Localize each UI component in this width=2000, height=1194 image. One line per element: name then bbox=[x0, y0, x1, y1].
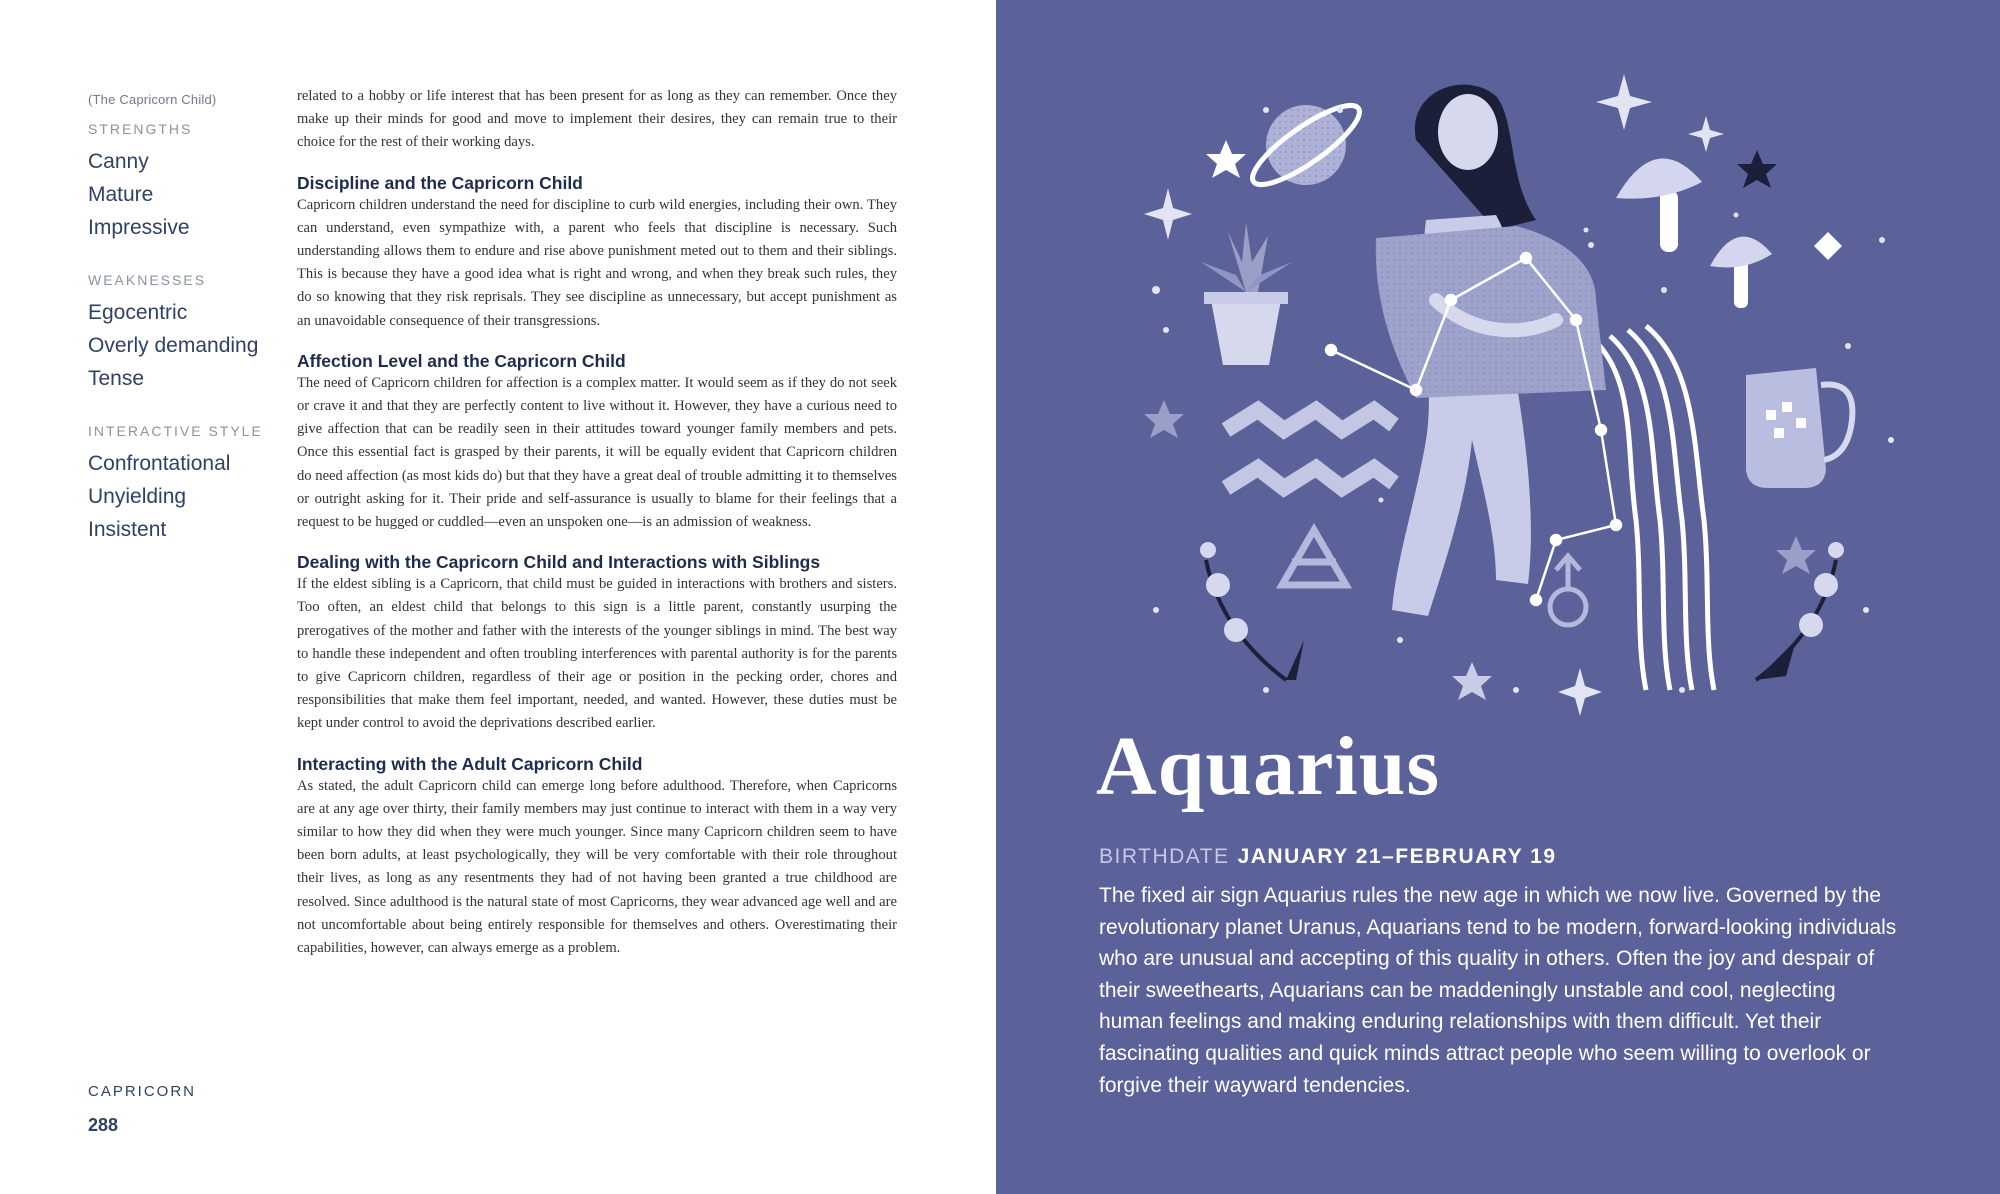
air-triangle-icon bbox=[1282, 530, 1346, 585]
section-paragraph: If the eldest sibling is a Capricorn, that child must be guided in interactions with brothers and sisters. Too often, an eldest child that belongs to this sign is a little parent, constantly usurping the prerogatives of the mother and father with the interests of the younger siblings in mind. The best way to handle these independent and often troubling interferences with parental authority is for the parents to give Capricorn children, regardless of their age or position in the pecking order, chores and responsibilities that make them feel important, needed, and wanted. However, these duties must be kept under control to avoid the deprivations described earlier. bbox=[297, 576, 897, 732]
sidebar-item: Confrontational bbox=[88, 452, 231, 475]
sidebar-item: Insistent bbox=[88, 518, 167, 541]
right-page bbox=[996, 0, 2000, 1194]
water-stream-icon bbox=[1594, 326, 1714, 690]
section-paragraph: Capricorn children understand the need for discipline to curb wild energies, including their own. They can understand, even sympathize with, a parent who feels that discipline is necessary. Such understanding allows them to endure and rise above punishment meted out to them and their siblings. This is because they have a good idea what is right and wrong, and when they break such rules, they do so knowing that they risk reprisals. They see discipline as unnecessary, but accept punishment as an unavoidable consequence of their transgressions. bbox=[297, 196, 897, 329]
section-discipline bbox=[297, 173, 897, 333]
sidebar-group-interactive-style bbox=[88, 423, 288, 546]
section-paragraph: The need of Capricorn children for affection is a complex matter. It would seem as if they do not seek or crave it and that they are perfectly content to live without it. However, they have a curious need to give affection that can be readily seen in their attitudes toward younger family members and pets. Once this essential fact is grasped by their parents, it will be equally evident that Capricorn children do need affection (as most kids do) but that they have a great deal of trouble admitting it to themselves or outright asking for it. Their pride and self-assurance is usually to blame for their feelings that a request to be hugged or cuddled—even an unspoken one—is an admission of weakness. bbox=[297, 374, 897, 531]
aquarius-waves-icon bbox=[1226, 410, 1394, 488]
sidebar bbox=[88, 92, 288, 574]
sign-description: The fixed air sign Aquarius rules the new age in which we now live. Governed by the revolutionary planet Uranus, Aquarians tend to be modern, forward-looking individuals who are unusual and accepting of this quality in others. Often the joy and despair of their sweethearts, Aquarians can be maddeningly unstable and cool, neglecting human feelings and making enduring relationships with them difficult. Yet their fascinating qualities and quick minds attract people who seem willing to overlook or forgive their wayward tendencies. bbox=[1099, 884, 1897, 1097]
page-number: 288 bbox=[88, 1115, 119, 1135]
sidebar-item: Unyielding bbox=[88, 485, 187, 508]
sidebar-group-weaknesses bbox=[88, 272, 288, 395]
sign-title: Aquarius bbox=[1096, 720, 1441, 813]
section-paragraph: As stated, the adult Capricorn child can emerge long before adulthood. Therefore, when Capricorns are at any age over thirty, their family members may just continue to interact with them in a way very similar to how they did when they were much younger. Since many Capricorn children seem to have been born adults, at least psychologically, they will be very comfortable with their role throughout their lives, as long as any resentments they had of not having been granted a true childhood are resolved. Since adulthood is the natural state of most Capricorns, they wear advanced age well and are not uncomfortable about being entirely responsible for themselves and others. Overestimating their capabilities, however, can always emerge as a problem. bbox=[297, 777, 897, 957]
sidebar-item: Egocentric bbox=[88, 301, 188, 324]
sidebar-group-strengths bbox=[88, 121, 288, 244]
section-heading: Affection Level and the Capricorn Child bbox=[297, 350, 626, 371]
birthdate-label: BIRTHDATE bbox=[1099, 845, 1230, 868]
section-heading: Dealing with the Capricorn Child and Interactions with Siblings bbox=[297, 552, 821, 573]
sidebar-item: Canny bbox=[88, 150, 149, 173]
sidebar-heading: STRENGTHS bbox=[88, 121, 193, 137]
sidebar-heading: INTERACTIVE STYLE bbox=[88, 423, 263, 439]
section-siblings bbox=[297, 552, 897, 735]
section-heading: Discipline and the Capricorn Child bbox=[297, 172, 583, 193]
pitcher-icon bbox=[1746, 368, 1852, 488]
sidebar-item: Mature bbox=[88, 183, 154, 206]
birthdate-value: JANUARY 21–FEBRUARY 19 bbox=[1237, 845, 1557, 868]
body-text bbox=[297, 85, 897, 960]
left-page bbox=[0, 0, 996, 1194]
section-affection bbox=[297, 351, 897, 534]
sidebar-item: Tense bbox=[88, 367, 145, 390]
plant-icon bbox=[1201, 222, 1292, 365]
sidebar-item: Overly demanding bbox=[88, 334, 259, 357]
planet-icon bbox=[1243, 94, 1369, 197]
running-head: (The Capricorn Child) bbox=[88, 92, 217, 107]
sidebar-item: Impressive bbox=[88, 216, 190, 239]
intro-paragraph: related to a hobby or life interest that has been present for as long as they can remember. Once they make up their minds for good and move to implement their desires, they can remain true to their choice for the rest of their working days. bbox=[297, 88, 897, 151]
section-heading: Interacting with the Adult Capricorn Child bbox=[297, 753, 643, 774]
footer-section-label: CAPRICORN bbox=[88, 1083, 197, 1100]
uranus-symbol-icon bbox=[1550, 556, 1586, 625]
sidebar-heading: WEAKNESSES bbox=[88, 272, 207, 288]
birthdate-line bbox=[1099, 845, 1557, 869]
aquarius-illustration bbox=[996, 0, 2000, 740]
section-adult bbox=[297, 754, 897, 961]
